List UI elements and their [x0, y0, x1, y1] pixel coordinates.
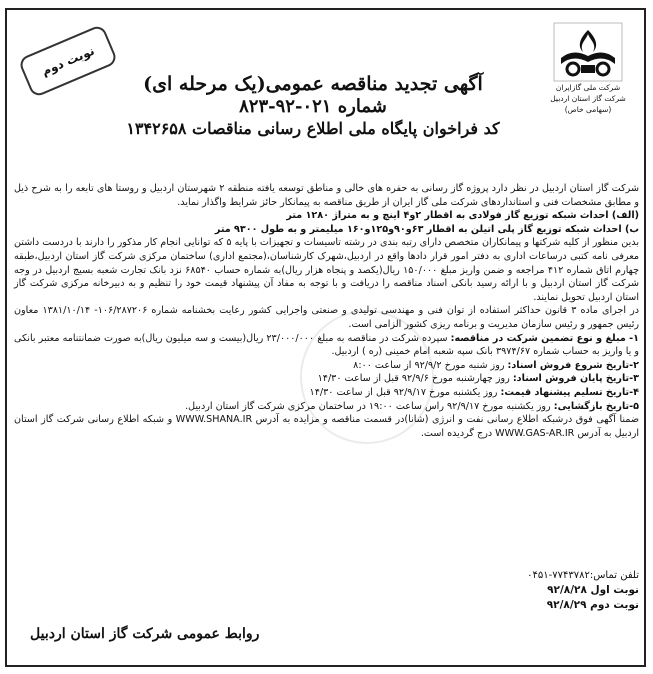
gas-company-logo-icon	[553, 22, 623, 82]
guarantee-text: سپرده شرکت در مناقصه به مبلغ ۲۳/۰۰۰/۰۰۰ ریال(بیست و سه میلیون ریال)به صورت ضمانتنامه معتبر بانکی و یا واریز به حساب شماره ۳۹۷۴/۶۷ بانک سپه شعبه امام خمینی (ره ) اردبیل.	[14, 332, 639, 358]
guarantee-item	[14, 332, 639, 359]
second-print-date: نوبت دوم ۹۲/۸/۲۹	[546, 599, 639, 611]
sale-start-item	[14, 359, 639, 373]
opening-text: روز یکشنبه مورخ ۹۲/۹/۱۷ راس ساعت ۱۹:۰۰ در ساختمان مرکزی شرکت گاز استان اردبیل.	[185, 400, 554, 412]
tender-titles	[103, 72, 523, 140]
advertisement-body	[14, 182, 639, 440]
closing-paragraph: ضمنا آگهی فوق درشبکه اطلاع رسانی نفت و انرژی (شانا)در قسمت مناقصه و مزایده به آدرس WWW.SHANA.IR و شبکه اطلاع رسانی شرکت گاز استان اردبیل به آدرس WWW.GAS-AR.IR درج گردیده است.	[14, 414, 639, 439]
tender-number: شماره ۰۲۱-۹۲-۸۲۳	[239, 96, 387, 117]
opening-label: ۵-تاریخ بازگشایی:	[553, 400, 639, 412]
item-b: ب) احداث شبکه توزیع گاز پلی اتیلن به اقطار ۶۳و۹۰و۱۲۵و۱۶۰ میلیمتر و به طول ۹۳۰۰ متر	[214, 223, 639, 235]
company-logo	[547, 22, 629, 115]
sale-end-item	[14, 372, 639, 386]
sale-start-label: ۲-تاریخ شروع فروش اسناد:	[507, 359, 639, 371]
sale-end-text: روز چهارشنبه مورخ ۹۲/۹/۶ قبل از ساعت ۱۴/۳۰	[317, 373, 513, 385]
intro-paragraph: شرکت گاز استان اردبیل در نظر دارد پروژه گاز رسانی به حفره های خالی و مناطق توسعه یافته منطقه ۲ شهرستان اردبیل و روستا های تابعه را به شرح ذیل و مطابق مشخصات فنی و استانداردهای شرکت ملی گاز ایران از طریق مناقصه به پیمانکار حائز شرایط واگذار نماید.	[14, 183, 639, 208]
submission-item	[14, 386, 639, 400]
portal-code: کد فراخوان پایگاه ملی اطلاع رسانی مناقصات ۱۳۴۲۶۵۸	[126, 119, 500, 138]
law-paragraph: در اجرای ماده ۳ قانون حداکثر استفاده از توان فنی و مهندسی تولیدی و صنعتی واجرایی کشور رعایت بخشنامه شماره ۱۰۶/۲۸۷۲۰۶- ۱۳۸۱/۱۰/۱۴ معاون رئیس جمهور و رئیس سازمان مدیریت و برنامه ریزی کشور الزامی است.	[14, 305, 640, 330]
sale-end-label: ۳-تاریخ پایان فروش اسناد:	[512, 373, 639, 385]
tender-title: آگهی تجدید مناقصه عمومی(یک مرحله ای)	[143, 73, 483, 95]
item-a: (الف) احداث شبکه توزیع گاز فولادی به اقطار ۲و۴ اینچ و به متراژ ۱۲۸۰ متر	[286, 210, 639, 222]
logo-province-company: شرکت گاز استان اردبیل	[550, 94, 626, 103]
sale-start-text: روز شنبه مورخ ۹۲/۹/۲ از ساعت ۸:۰۰	[353, 359, 508, 371]
advertisement-footer	[14, 568, 639, 613]
second-print-stamp: نوبت دوم	[17, 24, 118, 99]
first-print-date: نوبت اول ۹۲/۸/۲۸	[547, 584, 639, 596]
logo-company-name: شرکت ملی گازایران	[555, 83, 621, 92]
submission-label: ۴-تاریخ تسلیم پیشنهاد قیمت:	[500, 386, 639, 398]
opening-item	[14, 400, 639, 414]
guarantee-label: ۱- مبلغ و نوع تضمین شرکت در مناقصه:	[450, 332, 640, 344]
logo-company-type: (سهامی خاص)	[564, 105, 612, 114]
contact-phone: تلفن تماس:۷۷۴۳۷۸۲-۰۴۵۱	[527, 570, 639, 581]
procedure-paragraph: بدین منظور از کلیه شرکتها و پیمانکاران متخصص دارای رتبه بندی در رشته تاسیسات و تجهیزات با پایه ۵ که توانایی انجام کار مذکور را دارند با دردست داشتن معرفی نامه کتبی درساعات اداری به دفتر امور قرار دادها واقع در اردبیل،شهرک کارشناسان،(مجتمع اداری) ساختمان مرکزی شرکت گاز استان اردبیل،طبقه چهارم اتاق شماره ۴۱۲ مراجعه و ضمن واریز مبلغ ۱۵۰/۰۰۰ ریال(یکصد و پنجاه هزار ریال)به شماره حساب ۶۸۵۴۰ نزد بانک تجارت شعبه بسیج اردبیل در وجه شرکت گاز استان اردبیل و با ارائه رسید بانکی اسناد مناقصه را دریافت و با توجه به مفاد آن پیشنهاد قیمت خود را تنظیم و به دبیرخانه مرکزی شرکت گاز استان اردبیل تحویل نمایند.	[14, 237, 640, 303]
public-relations-signature: روابط عمومی شرکت گاز استان اردبیل	[30, 626, 260, 642]
advertisement-header	[8, 18, 643, 166]
submission-text: روز یکشنبه مورخ ۹۲/۹/۱۷ قبل از ساعت ۱۴/۳۰	[309, 386, 501, 398]
